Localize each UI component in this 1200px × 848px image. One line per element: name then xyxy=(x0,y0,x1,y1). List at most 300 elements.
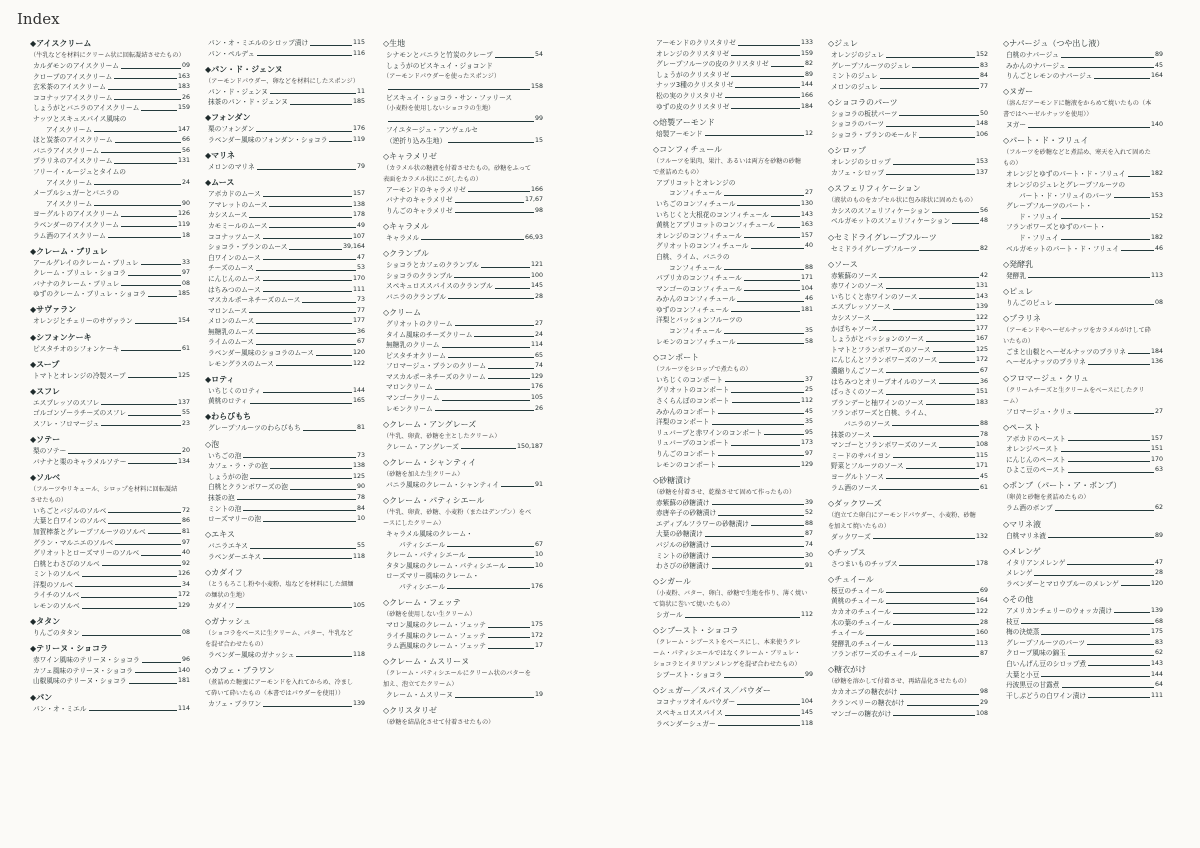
leader-line xyxy=(718,515,804,516)
index-section xyxy=(828,498,988,543)
entry-name: ラベンダーシュガー xyxy=(656,719,716,728)
section-description: （フルーツやリキュール、シロップを材料に回転凝結 xyxy=(30,485,178,493)
page-number: 178 xyxy=(352,211,365,219)
page-number: 131 xyxy=(975,282,988,290)
page-number: 160 xyxy=(975,629,988,637)
entry-name: パン・オ・ミエル xyxy=(33,704,87,713)
entry-name: レモンのコンフィチュール xyxy=(656,337,736,346)
page-number: 08 xyxy=(181,629,190,637)
page-number: 78 xyxy=(979,430,988,438)
leader-line xyxy=(1048,537,1154,538)
entry-name: ナッツとスキュスパイス風味の xyxy=(33,114,127,123)
index-entry xyxy=(30,371,190,382)
page-number: 151 xyxy=(975,388,988,396)
leader-line xyxy=(880,88,979,89)
entry-name: 赤ワイン風味のテリーヌ・ショコラ xyxy=(33,656,140,665)
index-entry xyxy=(383,330,543,341)
index-entry xyxy=(1003,659,1163,670)
index-entry xyxy=(383,61,543,72)
index-entry xyxy=(383,571,543,582)
section-description: （卵黄と砂糖を煮詰めたもの） xyxy=(1003,494,1090,502)
page-number: 50 xyxy=(979,109,988,117)
leader-line xyxy=(75,586,181,587)
page-number: 129 xyxy=(177,602,190,610)
index-entry xyxy=(828,157,988,168)
index-entry xyxy=(828,302,988,313)
page-number: 82 xyxy=(804,60,813,68)
page-number: 140 xyxy=(1150,121,1163,129)
index-entry xyxy=(1003,691,1163,702)
page-number: 114 xyxy=(177,704,190,712)
page-number: 164 xyxy=(975,597,988,605)
leader-line xyxy=(886,603,975,604)
entry-name: ほと炭茶のアイスクリーム xyxy=(33,136,113,145)
index-column-3 xyxy=(383,38,543,733)
leader-line xyxy=(873,538,975,539)
leader-line xyxy=(256,131,352,132)
leader-line xyxy=(1114,612,1150,613)
page-number: 73 xyxy=(356,451,365,459)
index-section xyxy=(383,151,543,217)
index-entry xyxy=(205,232,365,243)
leader-line xyxy=(81,597,176,598)
entry-name: アメリカンチェリーのウォッカ漬け xyxy=(1006,606,1113,615)
entry-name: 大葉と白ワインのソルベ xyxy=(33,517,107,526)
index-entry xyxy=(1003,271,1163,282)
page-number: 36 xyxy=(356,327,365,335)
index-entry xyxy=(30,114,190,125)
index-section xyxy=(828,547,988,570)
page-number: 45 xyxy=(804,407,813,415)
section-description: （クレーム・シブーストをベースにし、本来使うクレ xyxy=(653,639,801,647)
page-number: 130 xyxy=(800,199,813,207)
page-number: 88 xyxy=(804,263,813,271)
index-column-4 xyxy=(653,38,813,734)
leader-line xyxy=(249,217,352,218)
page-number: 79 xyxy=(356,163,365,171)
index-entry xyxy=(1003,444,1163,455)
section-heading: ◇ペースト xyxy=(1003,422,1041,432)
index-entry xyxy=(205,200,365,211)
index-entry xyxy=(828,61,988,72)
section-heading: ◇クリスタリゼ xyxy=(383,706,437,716)
page-number: 89 xyxy=(804,70,813,78)
section-description: 書ではヘーゼルナッツを使用）） xyxy=(1003,111,1093,119)
index-entry xyxy=(205,482,365,493)
index-entry xyxy=(828,607,988,618)
index-entry xyxy=(383,271,543,282)
page-number: 164 xyxy=(1150,72,1163,80)
index-section xyxy=(828,574,988,660)
index-entry xyxy=(30,580,190,591)
leader-line xyxy=(447,588,530,589)
leader-line xyxy=(142,662,181,663)
index-section xyxy=(205,665,365,710)
entry-name: カフェ・シロップ xyxy=(831,168,885,177)
entry-name: はちみつとオリーブオイルのソース xyxy=(831,377,937,386)
index-section xyxy=(205,439,365,525)
leader-line xyxy=(1088,697,1150,698)
index-entry xyxy=(30,258,190,269)
leader-line xyxy=(121,68,181,69)
entry-name: レモングラスのムース xyxy=(208,359,274,368)
index-entry xyxy=(828,119,988,130)
entry-name: アイスクリーム xyxy=(46,199,93,208)
index-entry xyxy=(828,408,988,419)
section-heading: ◇キャラメリゼ xyxy=(383,151,437,161)
leader-line xyxy=(454,277,529,278)
entry-name: いちじくと赤ワインのソース xyxy=(831,292,918,301)
index-entry xyxy=(1003,201,1163,212)
page-number: 82 xyxy=(979,244,988,252)
leader-line xyxy=(256,344,356,345)
entry-name: しょうがのビスキュイ・ジョコンド xyxy=(386,61,493,70)
page-number: 25 xyxy=(804,386,813,394)
leader-line xyxy=(900,694,979,695)
leader-line xyxy=(732,402,800,403)
leader-line xyxy=(269,206,352,207)
entry-name: バニラ風味のクレーム・シャンティイ xyxy=(386,480,500,489)
index-entry xyxy=(828,586,988,597)
page-number: 27 xyxy=(534,319,543,327)
index-section xyxy=(383,457,543,491)
leader-line xyxy=(250,403,352,404)
index-section xyxy=(205,411,365,434)
leader-line xyxy=(250,548,356,549)
entry-name: レモンのコンポート xyxy=(656,460,717,469)
entry-name: フランボワーズと白桃、ライム、 xyxy=(831,409,931,418)
leader-line xyxy=(1041,676,1150,677)
index-entry xyxy=(1003,298,1163,309)
entry-name: バジルの砂糖漬け xyxy=(656,540,710,549)
leader-line xyxy=(448,142,534,143)
index-entry xyxy=(828,596,988,607)
entry-name: ライムのムース xyxy=(208,338,254,347)
index-entry xyxy=(1003,169,1163,180)
leader-line xyxy=(1088,665,1150,666)
index-entry xyxy=(383,136,543,147)
index-column-5 xyxy=(828,38,988,724)
page-number: 152 xyxy=(975,51,988,58)
section-heading: ◇砂糖漬け xyxy=(653,475,692,485)
leader-line xyxy=(448,357,534,358)
section-heading: ◇糖衣がけ xyxy=(828,665,867,675)
entry-name: フランボワーズのチュイール xyxy=(831,650,918,659)
index-entry xyxy=(383,372,543,383)
index-entry xyxy=(30,167,190,178)
index-entry xyxy=(653,670,813,681)
section-description: の麺状の生地） xyxy=(205,591,249,599)
index-entry xyxy=(1003,568,1163,579)
page-number: 166 xyxy=(800,91,813,99)
leader-line xyxy=(711,546,804,547)
section-heading: ◇シロップ xyxy=(828,146,866,156)
index-entry xyxy=(828,168,988,179)
section-description: （クリームチーズと生クリームをベースにしたクリ xyxy=(1003,386,1145,394)
entry-name: ショコラのパーツ xyxy=(831,120,885,129)
section-description: （ショコラをベースに生クリーム、バター、牛乳など xyxy=(205,629,354,637)
leader-line xyxy=(94,131,177,132)
page-number: 10 xyxy=(356,515,365,523)
entry-name: 焙製アーモンド xyxy=(656,129,703,138)
entry-name: 栗のフォンダン xyxy=(208,125,255,134)
page-number: 87 xyxy=(979,650,988,658)
page-number: 83 xyxy=(1154,638,1163,646)
entry-name: フイユタージュ・アンヴェルセ xyxy=(386,125,478,134)
entry-name: バナナと栗のキャラメルソテー xyxy=(33,457,127,466)
section-heading: ◆タタン xyxy=(30,617,61,627)
page-number: 118 xyxy=(352,552,365,560)
index-entry xyxy=(205,97,365,108)
leader-line xyxy=(737,704,800,705)
section-description: （小麦粉、バター、卵白、砂糖で生地を作り、薄く焼い xyxy=(653,590,808,598)
page-number: 108 xyxy=(975,441,988,449)
page-number: 67 xyxy=(534,540,543,548)
page-number: 17 xyxy=(534,642,543,650)
index-entry xyxy=(653,407,813,418)
page-number: 95 xyxy=(804,428,813,436)
section-heading: ◇マリネ液 xyxy=(1003,519,1041,529)
section-description: （アーモンドパウダー、卵などを材料にしたスポンジ） xyxy=(205,77,359,85)
entry-name: グリオットとローズマリーのソルベ xyxy=(33,549,140,558)
page-number: 105 xyxy=(530,394,543,402)
entry-name: セミドライグレープフルーツ xyxy=(831,244,917,253)
page-number: 185 xyxy=(352,98,365,106)
leader-line xyxy=(474,336,534,337)
entry-name: バニラエキス xyxy=(208,542,248,551)
section-heading: ◇ソース xyxy=(828,259,858,269)
section-description: （砂糖を使用しない生クリーム） xyxy=(383,611,476,618)
page-number: 18 xyxy=(181,231,190,239)
leader-line xyxy=(932,212,979,213)
section-heading: ◆アイスクリーム xyxy=(30,39,92,48)
page-number: 126 xyxy=(177,210,190,218)
index-entry xyxy=(828,398,988,409)
page-number: 77 xyxy=(356,306,365,314)
page-number: 33 xyxy=(181,258,190,266)
page-number: 140 xyxy=(177,666,190,674)
page-number: 17,67 xyxy=(524,196,543,204)
entry-name: ラベンダーのアイスクリーム xyxy=(33,220,119,229)
leader-line xyxy=(435,410,534,411)
page-number: 61 xyxy=(979,483,988,491)
index-entry xyxy=(1003,627,1163,638)
leader-line xyxy=(886,288,975,289)
index-entry xyxy=(653,294,813,305)
index-entry xyxy=(30,457,190,468)
leader-line xyxy=(290,104,352,105)
entry-name: バニラのソース xyxy=(844,419,891,428)
page-number: 159 xyxy=(177,104,190,112)
leader-line xyxy=(141,110,177,111)
leader-line xyxy=(129,683,177,684)
page-number: 74 xyxy=(534,362,543,370)
page-number: 40 xyxy=(804,242,813,250)
index-entry xyxy=(653,540,813,551)
index-section xyxy=(1003,286,1163,309)
section-heading: ◇コンフィチュール xyxy=(653,144,723,154)
leader-line xyxy=(302,302,356,303)
leader-line xyxy=(886,592,979,593)
entry-name: りんごのコンポート xyxy=(656,449,717,458)
leader-line xyxy=(718,725,800,726)
index-entry xyxy=(383,393,543,404)
entry-name: マスカルポーネチーズのクリーム xyxy=(386,372,486,381)
section-heading: ◇チップス xyxy=(828,547,866,557)
index-entry xyxy=(828,82,988,93)
index-entry xyxy=(653,396,813,407)
index-entry xyxy=(383,281,543,292)
index-entry xyxy=(653,38,813,49)
index-entry xyxy=(30,231,190,242)
index-entry xyxy=(205,337,365,348)
leader-line xyxy=(1028,277,1150,278)
entry-name: ローズマリーの泡 xyxy=(208,515,262,524)
entry-name: バナナのクレーム・ブリュレ xyxy=(33,279,120,288)
page-number: 177 xyxy=(352,317,365,325)
page-number: 144 xyxy=(1150,670,1163,678)
index-entry xyxy=(30,93,190,104)
section-heading: ◆フォンダン xyxy=(205,113,251,123)
index-entry xyxy=(828,366,988,377)
entry-name: コンフィチュール xyxy=(669,263,722,272)
leader-line xyxy=(101,404,177,405)
section-description: （アーモンドやヘーゼルナッツをカラメルがけして砕 xyxy=(1003,326,1151,334)
leader-line xyxy=(738,45,800,46)
page-number: 138 xyxy=(352,462,365,470)
index-entry xyxy=(205,295,365,306)
entry-name: 白桃マリネ液 xyxy=(1006,531,1046,540)
page-number: 100 xyxy=(530,271,543,279)
page-number: 55 xyxy=(356,542,365,550)
entry-name: メロンのジュレ xyxy=(831,82,878,91)
section-heading: ◇泡 xyxy=(205,439,220,449)
leader-line xyxy=(455,212,534,213)
index-section xyxy=(1003,259,1163,282)
entry-name: スフレ・フロマージュ xyxy=(33,419,100,428)
leader-line xyxy=(82,608,177,609)
leader-line xyxy=(296,656,352,657)
page-number: 104 xyxy=(800,698,813,706)
page-number: 153 xyxy=(975,158,988,166)
index-entry xyxy=(653,273,813,284)
index-entry xyxy=(205,514,365,525)
leader-line xyxy=(764,434,804,435)
leader-line xyxy=(102,565,181,566)
index-entry xyxy=(1003,180,1163,191)
index-entry xyxy=(383,361,543,372)
leader-line xyxy=(1128,353,1150,354)
entry-name: パン・ド・ジェンヌ xyxy=(208,87,268,96)
index-entry xyxy=(383,340,543,351)
page-number: 125 xyxy=(975,345,988,353)
entry-name: カフェ・ラ・テの泡 xyxy=(208,462,268,471)
index-entry xyxy=(653,337,813,348)
entry-name: タイム風味のチーズクリーム xyxy=(386,330,473,339)
index-entry xyxy=(828,639,988,650)
leader-line xyxy=(256,270,356,271)
index-section xyxy=(653,117,813,140)
leader-line xyxy=(1094,78,1150,79)
index-entry xyxy=(653,70,813,81)
leader-line xyxy=(1068,655,1154,656)
index-entry xyxy=(30,408,190,419)
leader-line xyxy=(1088,364,1150,365)
page-number: 171 xyxy=(800,274,813,282)
entry-name: 洋梨のソルベ xyxy=(33,580,73,589)
leader-line xyxy=(250,478,352,479)
entry-name: 丹波黒豆の甘露煮 xyxy=(1006,681,1060,690)
entry-name: マンゴーとフランボワーズのソース xyxy=(831,441,938,450)
entry-name: 黄桃とアプリコットのコンフィチュール xyxy=(656,221,775,230)
entry-name: メロンのムース xyxy=(208,317,255,326)
index-entry xyxy=(30,220,190,231)
leader-line xyxy=(880,78,979,79)
entry-name: かぼちゃソース xyxy=(831,324,878,333)
leader-line xyxy=(724,195,804,196)
index-entry xyxy=(205,135,365,146)
page-number: 45 xyxy=(1154,61,1163,69)
index-section xyxy=(205,567,365,612)
leader-line xyxy=(388,89,530,90)
page-number: 170 xyxy=(352,274,365,282)
page-number: 132 xyxy=(975,532,988,540)
index-entry xyxy=(653,231,813,242)
page-number: 68 xyxy=(1154,617,1163,625)
index-section xyxy=(828,183,988,227)
page-number: 125 xyxy=(177,371,190,379)
entry-name: プラリネのアイスクリーム xyxy=(33,157,113,166)
index-entry xyxy=(30,655,190,666)
section-heading: ◇クレーム・ムスリーヌ xyxy=(383,657,470,667)
index-entry xyxy=(1003,606,1163,617)
entry-name: グレープフルーツの皮のクリスタリゼ xyxy=(656,60,769,69)
index-entry xyxy=(1003,61,1163,72)
leader-line xyxy=(939,362,975,363)
index-entry xyxy=(1003,407,1163,418)
leader-line xyxy=(237,499,356,500)
entry-name: スペキュロススパイス xyxy=(656,709,723,718)
leader-line xyxy=(893,309,975,310)
index-entry xyxy=(653,529,813,540)
section-heading: ◇カフェ・ブラワン xyxy=(205,666,275,676)
entry-name: ダックワーズ xyxy=(831,532,871,541)
leader-line xyxy=(893,645,975,646)
entry-name: ラム酒のアイスクリーム xyxy=(33,231,106,240)
leader-line xyxy=(939,447,975,448)
page-number: 34 xyxy=(181,580,190,588)
section-heading: ◇クレーム・フェッテ xyxy=(383,598,461,607)
index-entry xyxy=(653,508,813,519)
leader-line xyxy=(1061,57,1154,58)
entry-name: グリオットのクリーム xyxy=(386,319,453,328)
index-column-1 xyxy=(30,38,190,719)
page-number: 72 xyxy=(181,506,190,514)
leader-line xyxy=(488,378,530,379)
entry-name: ド・フリュイ xyxy=(1019,233,1059,242)
index-entry xyxy=(653,102,813,113)
index-entry xyxy=(828,451,988,462)
index-section xyxy=(205,374,365,407)
entry-name: ミントのソルベ xyxy=(33,570,80,579)
page-number: 67 xyxy=(356,338,365,346)
entry-name: マンゴーの糖衣がけ xyxy=(831,709,892,718)
leader-line xyxy=(731,311,800,312)
page-number: 184 xyxy=(1150,347,1163,355)
index-section xyxy=(1003,313,1163,368)
index-entry xyxy=(828,628,988,639)
index-entry xyxy=(30,527,190,538)
